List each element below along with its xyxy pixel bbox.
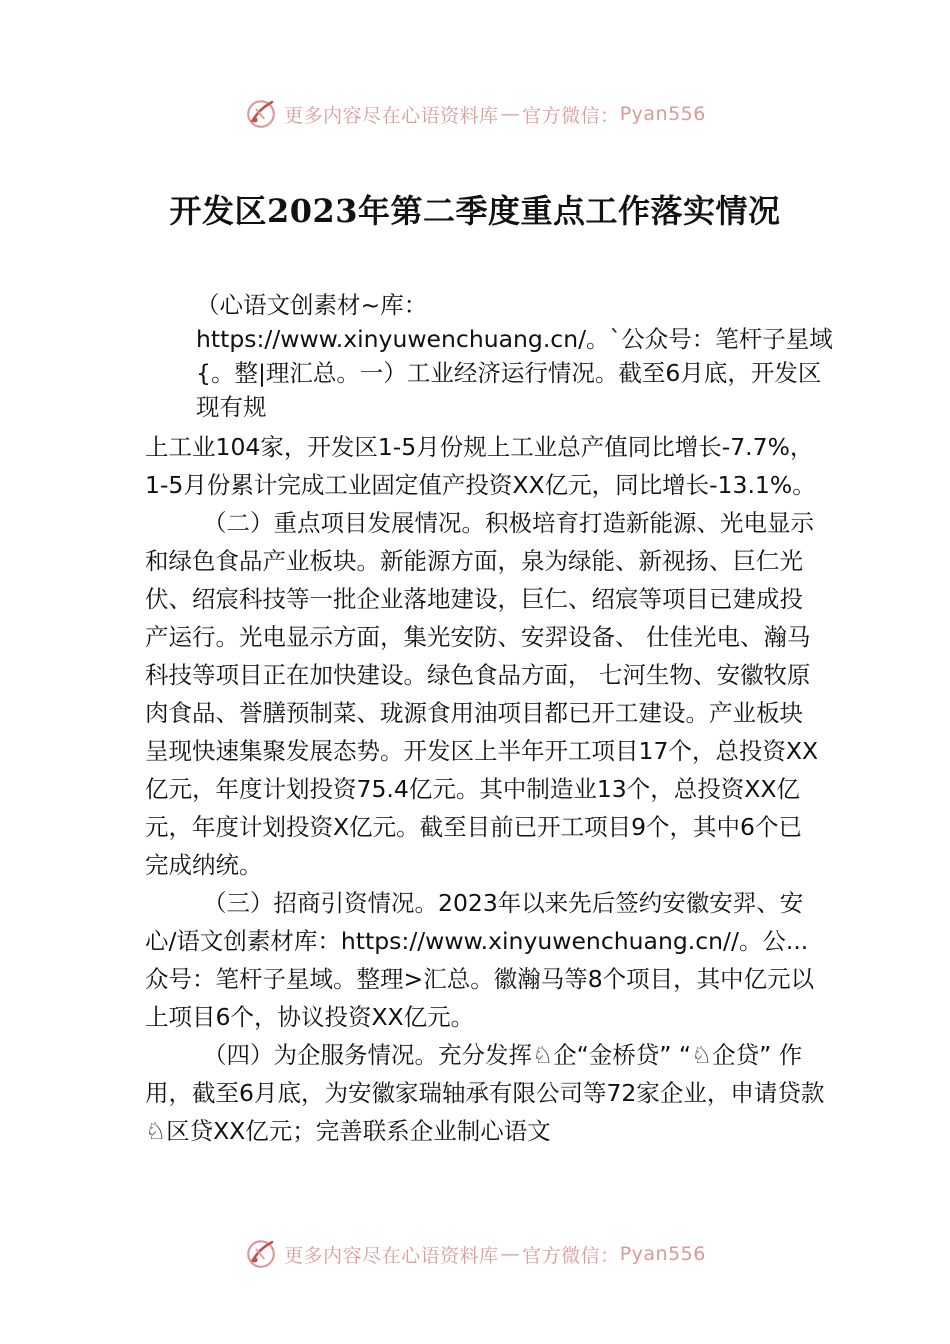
lead-paragraph [196,288,836,424]
watermark-wechat-id: Pyan556 [619,1243,706,1265]
watermark-logo-icon [244,97,278,131]
watermark-logo-icon [244,1237,278,1271]
header-watermark [0,94,950,134]
watermark-text: 更多内容尽在心语资料库 [284,1244,499,1267]
paragraph-key-projects: （二）重点项目发展情况。积极培育打造新能源、光电显示和绿色食品产业板块。新能源方面，泉为绿能、新视扬、巨仁光伏、绍宸科技等一批企业落地建设，巨仁、绍宸等项目已建成投产运行。光电显示方面，集光安防、安羿设备、 仕佳光电、瀚马科技等项目正在加快建设。绿色食品方面， 七河生物、安徽牧原肉食品、誉膳预制菜、珑源食用油项目都已开工建设。产业板块呈现快速集聚发展态势。开发区上半年开工项目17个，总投资XX亿元，年度计划投资75.4亿元。其中制造业13个，总投资XX亿元，年度计划投资X亿元。截至目前已开工项目9个，其中6个已完成纳统。 [145,509,819,879]
document-body [145,428,825,1150]
watermark-text: 更多内容尽在心语资料库 [284,104,499,127]
watermark-separator: — [500,1243,521,1265]
watermark-label: 官方微信： [522,104,620,127]
lead-paragraph-text: （心语文创素材~库：https://www.xinyuwenchuang.cn/。`公众号：笔杆子星域{。整|理汇总。一）工业经济运行情况。截至6月底，开发区现有规 [196,291,833,421]
watermark-separator: — [500,103,521,125]
paragraph-industry-continued: 上工业104家，开发区1-5月份规上工业总产值同比增长-7.7%，1-5月份累计完成工业固定值产投资XX亿元，同比增长-13.1%。 [145,433,816,499]
page-title: 开发区2023年第二季度重点工作落实情况 [169,192,781,230]
watermark-label: 官方微信： [522,1244,620,1267]
paragraph-enterprise-service: （四）为企服务情况。充分发挥♘企“金桥贷” “♘企贷” 作用，截至6月底，为安徽家瑞轴承有限公司等72家企业，申请贷款♘区贷XX亿元；完善联系企业制心语文 [145,1041,825,1145]
paragraph-investment-attraction: （三）招商引资情况。2023年以来先后签约安徽安羿、安心/语文创素材库：https://www.xinyuwenchuang.cn//。公...众号：笔杆子星域。整理>汇总。徽瀚马等8个项目，其中亿元以上项目6个，协议投资XX亿元。 [145,889,815,1031]
footer-watermark [0,1234,950,1274]
watermark-wechat-id: Pyan556 [619,103,706,125]
